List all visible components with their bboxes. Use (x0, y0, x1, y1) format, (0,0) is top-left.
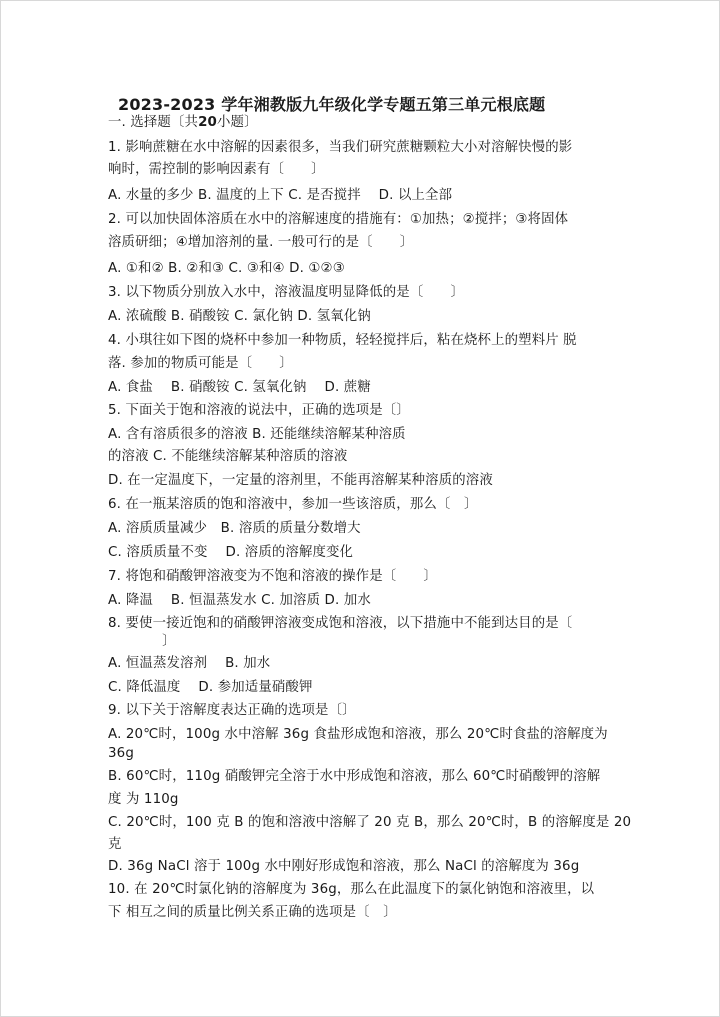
q9-stem: 9. 以下关于溶解度表达正确的选项是〔〕 (108, 703, 356, 718)
q8-options-line2: C. 降低温度 D. 参加适量硝酸钾 (108, 680, 313, 695)
q9-option-c-line1: C. 20℃时，100 克 B 的饱和溶液中溶解了 20 克 B，那么 20℃时，B 的溶解度是 20 (108, 815, 632, 830)
q9-option-a-line2: 36g (108, 746, 134, 761)
q4-options: A. 食盐 B. 硝酸铵 C. 氢氧化钠 D. 蔗糖 (108, 380, 371, 395)
q8-options-line1: A. 恒温蒸发溶剂 B. 加水 (108, 656, 271, 671)
q5-options-line2: 的溶液 C. 不能继续溶解某种溶质的溶液 (108, 449, 348, 464)
section-heading (108, 114, 258, 132)
q8-stem-line2: 〕 (108, 634, 176, 649)
q2-stem-line1: 2. 可以加快固体溶质在水中的溶解速度的措施有：①加热；②搅拌；③将固体 (108, 212, 569, 227)
q6-options-line2: C. 溶质质量不变 D. 溶质的溶解度变化 (108, 545, 354, 560)
q5-stem: 5. 下面关于饱和溶液的说法中，正确的选项是〔〕 (108, 403, 410, 418)
q5-option-d: D. 在一定温度下，一定量的溶剂里，不能再溶解某种溶质的溶液 (108, 473, 493, 488)
q4-stem-line1: 4. 小琪往如下图的烧杯中参加一种物质，轻轻搅拌后，粘在烧杯上的塑料片 脱 (108, 333, 577, 348)
q5-options-line1: A. 含有溶质很多的溶液 B. 还能继续溶解某种溶质 (108, 427, 406, 442)
q7-stem: 7. 将饱和硝酸钾溶液变为不饱和溶液的操作是〔 〕 (108, 569, 437, 584)
q10-stem-line1: 10. 在 20℃时氯化钠的溶解度为 36g，那么在此温度下的氯化钠饱和溶液里，以 (108, 882, 595, 897)
section-heading-tail: 小题〕 (217, 115, 258, 130)
q9-option-a-line1: A. 20℃时，100g 水中溶解 36g 食盐形成饱和溶液，那么 20℃时食盐的溶解度为 (108, 727, 608, 742)
question-count: 20 (198, 115, 217, 130)
q8-stem-line1: 8. 要使一接近饱和的硝酸钾溶液变成饱和溶液，以下措施中不能到达目的是〔 (108, 616, 573, 631)
q1-options: A. 水量的多少 B. 温度的上下 C. 是否搅拌 D. 以上全部 (108, 188, 453, 203)
q9-option-d: D. 36g NaCl 溶于 100g 水中刚好形成饱和溶液，那么 NaCl 的溶解度为 36g (108, 859, 580, 874)
section-heading-text: 一. 选择题〔共 (108, 115, 199, 130)
q9-option-c-line2: 克 (108, 837, 122, 852)
document-title: 2023-2023 学年湘教版九年级化学专题五第三单元根底题 (118, 95, 546, 114)
q1-stem-line1: 1. 影响蔗糖在水中溶解的因素很多，当我们研究蔗糖颗粒大小对溶解快慢的影 (108, 140, 573, 155)
q6-stem: 6. 在一瓶某溶质的饱和溶液中，参加一些该溶质，那么〔 〕 (108, 497, 478, 512)
q7-options: A. 降温 B. 恒温蒸发水 C. 加溶质 D. 加水 (108, 593, 371, 608)
q4-stem-line2: 落. 参加的物质可能是〔 〕 (108, 356, 293, 371)
q2-stem-line2: 溶质研细；④增加溶剂的量. 一般可行的是〔 〕 (108, 235, 414, 250)
q10-stem-line2: 下 相互之间的质量比例关系正确的选项是〔 〕 (108, 905, 397, 920)
q3-options: A. 浓硫酸 B. 硝酸铵 C. 氯化钠 D. 氢氧化钠 (108, 309, 371, 324)
q1-stem-line2: 响时，需控制的影响因素有〔 〕 (108, 162, 325, 177)
q2-options: A. ①和② B. ②和③ C. ③和④ D. ①②③ (108, 261, 345, 276)
q9-option-b-line2: 度 为 110g (108, 792, 179, 807)
q6-options-line1: A. 溶质质量减少 B. 溶质的质量分数增大 (108, 521, 361, 536)
q3-stem: 3. 以下物质分别放入水中，溶液温度明显降低的是〔 〕 (108, 285, 464, 300)
q9-option-b-line1: B. 60℃时，110g 硝酸钾完全溶于水中形成饱和溶液，那么 60℃时硝酸钾的溶解 (108, 769, 601, 784)
